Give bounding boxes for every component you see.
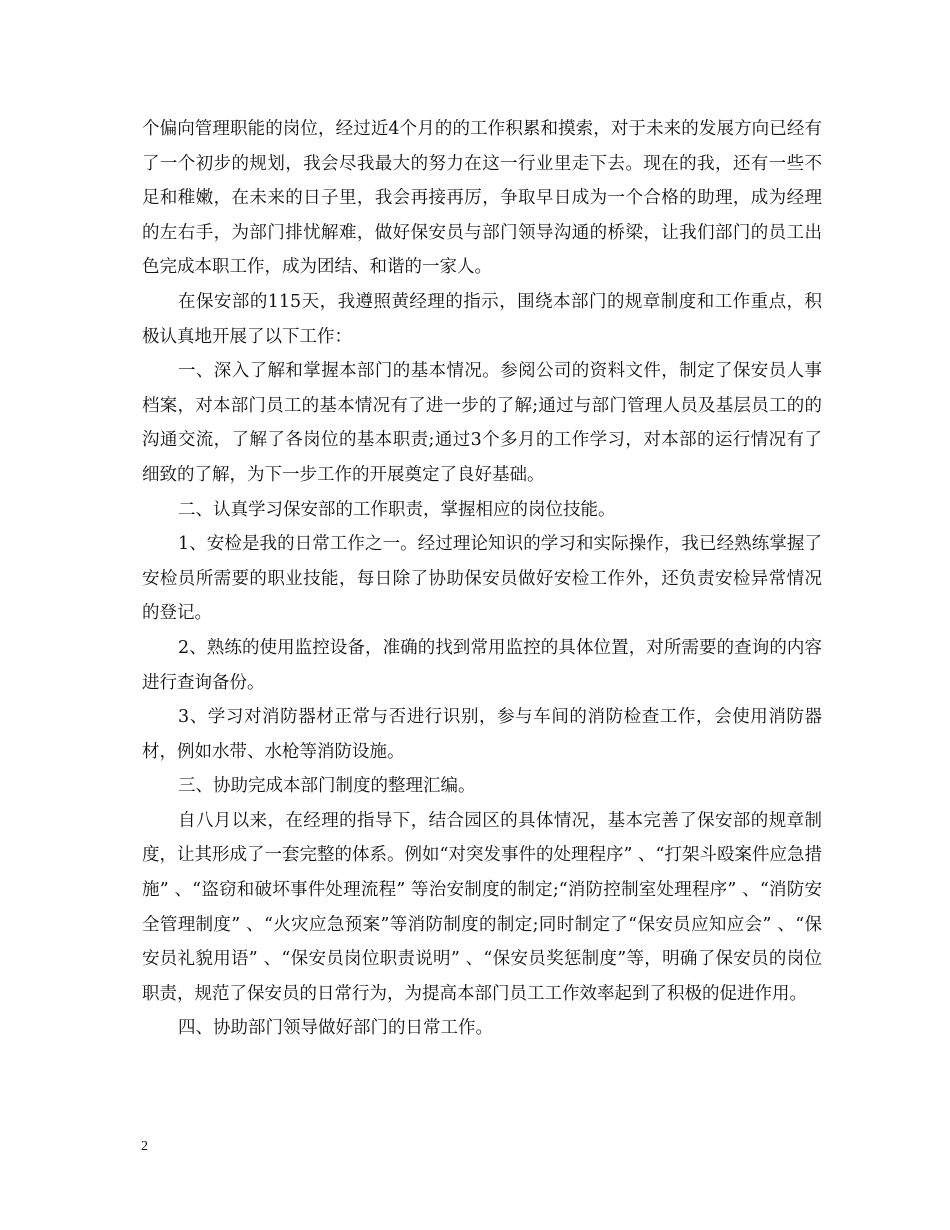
paragraph-item-2: 2、熟练的使用监控设备，准确的找到常用监控的具体位置，对所需要的查询的内容进行查询备份。: [142, 637, 822, 693]
page-number: 2: [141, 1139, 148, 1154]
paragraph-section-1: 一、深入了解和掌握本部门的基本情况。参阅公司的资料文件，制定了保安员人事档案，对本部门员工的基本情况有了进一步的了解;通过与部门管理人员及基层员工的的沟通交流，了解了各岗位的基本职责;通过3个多月的工作学习，对本部的运行情况有了细致的了解，为下一步工作的开展奠定了良好基础。: [142, 361, 822, 485]
heading-section-3: 三、协助完成本部门制度的整理汇编。: [178, 776, 476, 797]
heading-section-4: 四、协助部门领导做好部门的日常工作。: [178, 1018, 493, 1039]
paragraph-section-3: 自八月以来，在经理的指导下，结合园区的具体情况，基本完善了保安部的规章制度，让其形成了一套完整的体系。例如“对突发事件的处理程序” 、“打架斗殴案件应急措施” 、“盗窃和破坏事件处理流程” 等治安制度的制定;“消防控制室处理程序” 、“消防安全管理制度” 、“火灾应急预案”等消防制度的制定;同时制定了“保安员应知应会” 、“保安员礼貌用语” 、“保安员岗位职责说明” 、“保安员奖惩制度”等，明确了保安员的岗位职责，规范了保安员的日常行为，为提高本部门员工工作效率起到了积极的促进作用。: [142, 810, 822, 1004]
document-body: [142, 112, 822, 1046]
paragraph-item-3: 3、学习对消防器材正常与否进行识别，参与车间的消防检查工作，会使用消防器材，例如水带、水枪等消防设施。: [142, 707, 822, 762]
paragraph-continuation: 个偏向管理职能的岗位，经过近4个月的的工作积累和摸索，对于未来的发展方向已经有了一个初步的规划，我会尽我最大的努力在这一行业里走下去。现在的我，还有一些不足和稚嫩，在未来的日子里，我会再接再厉，争取早日成为一个合格的助理，成为经理的左右手，为部门排忧解难，做好保安员与部门领导沟通的桥梁，让我们部门的员工出色完成本职工作，成为团结、和谐的一家人。: [142, 119, 822, 278]
paragraph-intro: 在保安部的115天，我遵照黄经理的指示，围绕本部门的规章制度和工作重点，积极认真地开展了以下工作：: [142, 291, 822, 347]
paragraph-item-1: 1、安检是我的日常工作之一。经过理论知识的学习和实际操作，我已经熟练掌握了安检员所需要的职业技能，每日除了协助保安员做好安检工作外，还负责安检异常情况的登记。: [142, 534, 822, 624]
heading-section-2: 二、认真学习保安部的工作职责，掌握相应的岗位技能。: [178, 499, 616, 520]
